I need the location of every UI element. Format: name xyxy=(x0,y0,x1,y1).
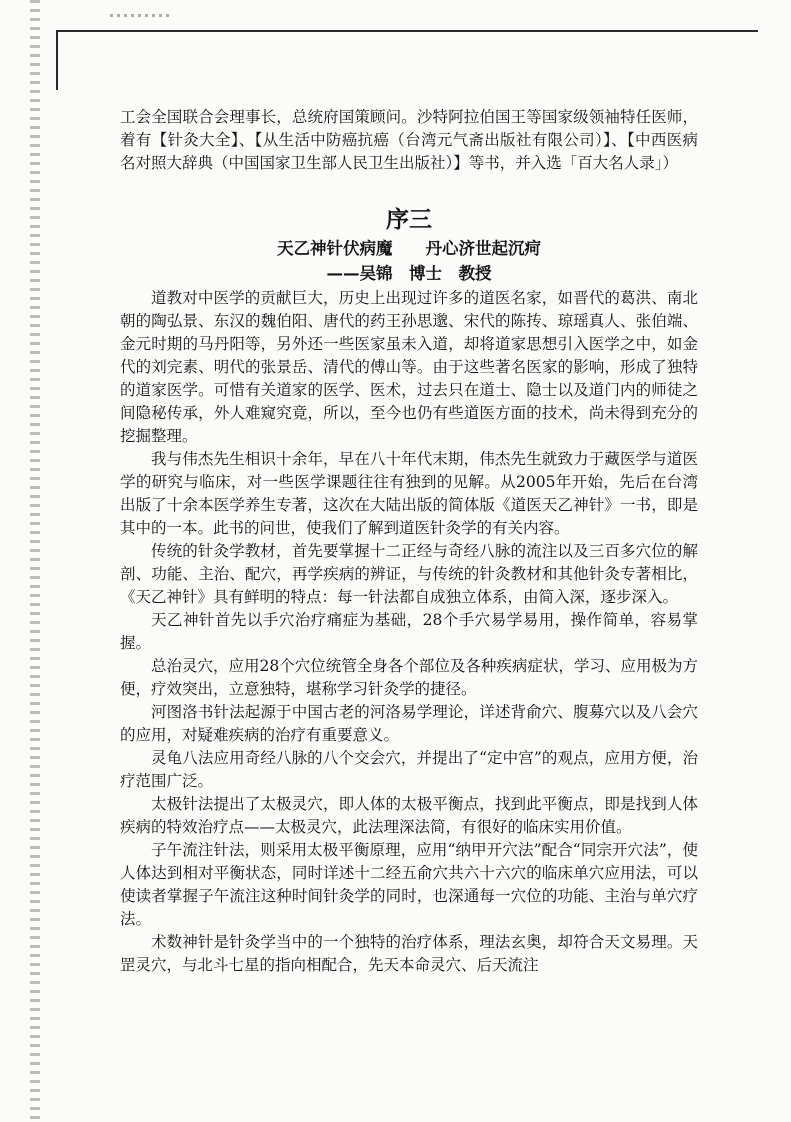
body-paragraph: 太极针法提出了太极灵穴，即人体的太极平衡点，找到此平衡点，即是找到人体疾病的特效治疗点——太极灵穴，此法理深法简，有很好的临床实用价值。 xyxy=(120,795,698,836)
body-paragraph: 传统的针灸学教材，首先要掌握十二正经与奇经八脉的流注以及三百多穴位的解剖、功能、主治、配穴，再学疾病的辨证，与传统的针灸教材和其他针灸专著相比，《天乙神针》具有鲜明的特点：每一针法都自成独立体系，由简入深，逐步深入。 xyxy=(120,542,698,606)
body-paragraph: 我与伟杰先生相识十余年，早在八十年代末期，伟杰先生就致力于藏医学与道医学的研究与临床，对一些医学课题往往有独到的见解。从2005年开始，先后在台湾出版了十余本医学养生专著，这次在大陆出版的简体版《道医天乙神针》一书，即是其中的一本。此书的问世，使我们了解到道医针灸学的有关内容。 xyxy=(120,450,698,537)
intro-paragraph: 工会全国联合会理事长，总统府国策顾问。沙特阿拉伯国王等国家级领袖特任医师，着有【针灸大全】、【从生活中防癌抗癌（台湾元气斋出版社有限公司）】、【中西医病名对照大辞典（中国国家卫生部人民卫生出版社）】等书，并入选「百大名人录」） xyxy=(120,108,698,172)
body-paragraph: 道教对中医学的贡献巨大，历史上出现过许多的道医名家，如晋代的葛洪、南北朝的陶弘景、东汉的魏伯阳、唐代的药王孙思邈、宋代的陈抟、琼瑶真人、张伯端、金元时期的马丹阳等，另外还一些医家虽未入道，却将道家思想引入医学之中，如金代的刘完素、明代的张景岳、清代的傅山等。由于这些著名医家的影响，形成了独特的道家医学。可惜有关道家的医学、医术，过去只在道士、隐士以及道门内的师徒之间隐秘传承，外人难窥究竟，所以，至今也仍有些道医方面的技术，尚未得到充分的挖掘整理。 xyxy=(120,289,698,445)
body-paragraph: 天乙神针首先以手穴治疗痛症为基础，28个手穴易学易用，操作简单，容易掌握。 xyxy=(120,611,698,652)
section-subtitle: 天乙神针伏病魔 丹心济世起沉疴 xyxy=(277,239,541,258)
document-page xyxy=(120,106,698,977)
scan-border-line xyxy=(58,30,758,32)
body-paragraph: 术数神针是针灸学当中的一个独特的治疗体系，理法玄奥，却符合天文易理。天罡灵穴，与北斗七星的指向相配合，先天本命灵穴、后天流注 xyxy=(120,933,698,974)
body-paragraph: 灵龟八法应用奇经八脉的八个交会穴，并提出了“定中宫”的观点，应用方便，治疗范围广泛。 xyxy=(120,749,698,790)
scan-border-corner xyxy=(56,30,58,90)
section-title: 序三 xyxy=(386,207,432,233)
scan-header-marks xyxy=(110,14,170,17)
body-paragraph: 子午流注针法，则采用太极平衡原理，应用“纳甲开穴法”配合“同宗开穴法”，使人体达到相对平衡状态，同时详述十二经五俞穴共六十六穴的临床单穴应用法，可以使读者掌握子午流注这种时间针灸学的同时，也深通每一穴位的功能、主治与单穴疗法。 xyxy=(120,841,698,928)
scan-binding-edge xyxy=(30,0,40,1122)
body-paragraph: 河图洛书针法起源于中国古老的河洛易学理论，详述背俞穴、腹募穴以及八会穴的应用，对疑难疾病的治疗有重要意义。 xyxy=(120,703,698,744)
body-paragraph: 总治灵穴，应用28个穴位统管全身各个部位及各种疾病症状，学习、应用极为方便，疗效突出，立意独特，堪称学习针灸学的捷径。 xyxy=(120,657,698,698)
author-line: ——吴锦 博士 教授 xyxy=(326,264,492,283)
